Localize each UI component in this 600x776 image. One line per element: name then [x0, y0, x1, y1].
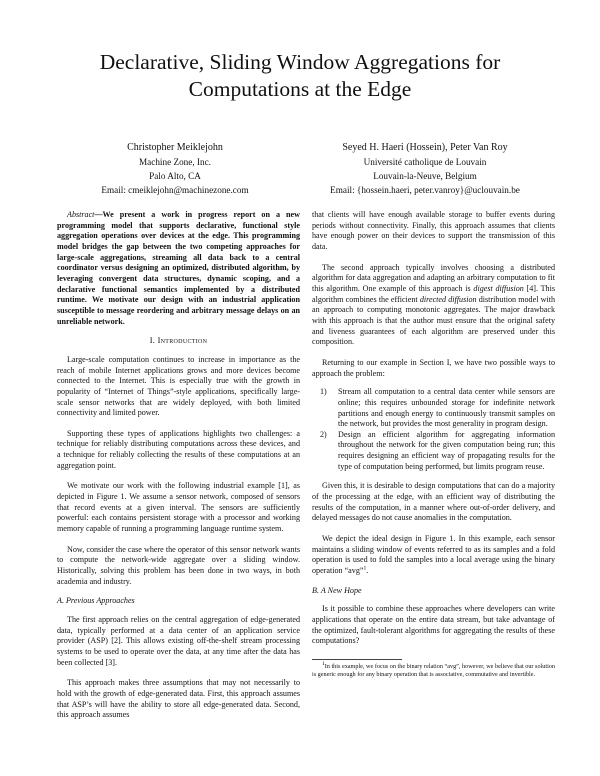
abstract: Abstract—We present a work in progress report on a new programming model that supports declarative, functional style aggregation operations over devices at the edge. This programming model bridges the gap between the two competing approaches for large-scale aggregations, streaming all data back to a central coordinator versus designing an optimized, distributed algorithm, by leveraging convergent data structures, dynamic scoping, and a declarative functional semantics implemented by a distributed runtime. We motivate our design with an industrial application susceptible to message reordering and arbitrary message delays on an unreliable network.: [57, 210, 300, 326]
author-location: Louvain-la-Neuve, Belgium: [373, 171, 477, 181]
subsection-heading-new-hope: B. A New Hope: [312, 585, 362, 595]
right-column: [312, 210, 555, 679]
author-block-2: [310, 140, 540, 197]
author-name: Christopher Meiklejohn: [127, 142, 223, 153]
footnote: $^1$In this example, we focus on the binary relation “avg”, however, we believe that our solution is generic enough for any binary operation that is associative, commutative and invertible.: [312, 660, 555, 678]
paragraph: Returning to our example in Section I, we have two possible ways to approach the problem:: [312, 357, 555, 378]
paragraph: that clients will have enough available storage to buffer events during periods without connectivity. Finally, this approach assumes that clients have enough power on their devices to support the transmission of this data.: [312, 210, 555, 251]
emphasis: directed diffusion: [419, 294, 477, 304]
list-number: 1): [320, 387, 327, 397]
author-location: Palo Alto, CA: [149, 171, 201, 181]
paragraph: The second approach typically involves choosing a distributed algorithm for data aggregation and adapting an arbitrary computation to fit this algorithm. One example of this approach is digest diffusion [4]. This algorithm combines the efficient directed diffusion distribution model with an approach to computing monotonic aggregates. The major drawback with this approach is that the author must ensure that the original safety and liveness guarantees of each algorithm are preserved under this composition.: [312, 262, 555, 347]
footnote-number: 1: [322, 660, 325, 667]
paragraph: Given this, it is desirable to design computations that can do a majority of the processing at the edge, with an efficient way of distributing the results of the computation, in a manner where out-of-order delivery, and delayed messages do not cause anomalies in the computation.: [312, 481, 555, 523]
paragraph: Now, consider the case where the operator of this sensor network wants to compute the network-wide aggregate over a sliding window. Historically, solving this problem has been done in two ways, in both academia and industry.: [57, 544, 300, 586]
list-item: [312, 387, 555, 430]
author-block-1: [60, 140, 290, 197]
author-email: Email: cmeiklejohn@machinezone.com: [101, 185, 249, 195]
footnote-marker: 1: [363, 565, 367, 572]
list-text: Design an efficient algorithm for aggregating information throughout the network for the given computation being run; this requires designing an efficient way of propagating results for the type of computation being performed, but limits program reuse.: [338, 429, 555, 471]
list-number: 2): [320, 429, 327, 439]
list-item: [312, 430, 555, 473]
paragraph: We depict the ideal design in Figure 1. In this example, each sensor maintains a sliding window of events referred to as its samples and a fold operation is used to fold the samples into a local average using the binary operation “avg”$^1$.: [312, 534, 555, 576]
abstract-label: Abstract: [67, 210, 95, 219]
paragraph: The first approach relies on the central aggregation of edge-generated data, typically performed at a data center of an application service provider (ASP) [2]. This allows existing off-the-shelf stream processing systems to be used to operate over the data, at any time after the data has been collected [3].: [57, 615, 300, 667]
abstract-text: We present a work in progress report on a new programming model that supports declarative, functional style aggregation operations over devices at the edge. This programming model bridges the gap between the two competing approaches for large-scale aggregations, streaming all data back to a central coordinator versus designing an optimized, distributed algorithm, by leveraging convergent data structures, dynamic scoping, and a declarative functional semantics implemented by a distributed runtime. We motivate our design with an industrial application susceptible to message reordering and arbitrary message delays on an unreliable network.: [57, 210, 300, 326]
author-name: Seyed H. Haeri (Hossein), Peter Van Roy: [342, 142, 508, 153]
footnote-divider: [312, 659, 402, 660]
left-column: [57, 210, 300, 721]
paper-title: Declarative, Sliding Window Aggregations for Computations at the Edge: [99, 50, 501, 101]
list-text: Stream all computation to a central data center while sensors are online; this requires unbounded storage for indefinite network partitions and enough energy to continuously transmit samples on the network, but provides the most generality in program design.: [338, 387, 555, 429]
author-email: Email: {hossein.haeri, peter.vanroy}@uclouvain.be: [330, 185, 520, 195]
emphasis: digest diffusion: [473, 283, 524, 293]
paragraph: Supporting these types of applications highlights two challenges: a technique for reliably distributing computations across these devices, and a technique for reliably collecting the results of these computations at an aggregation point.: [57, 428, 300, 470]
paragraph: This approach makes three assumptions that may not necessarily to hold with the growth of edge-generated data. First, this approach assumes that ASP’s will have the ability to store all edge-generated data. Second, this approach assumes: [57, 678, 300, 720]
author-affiliation: Machine Zone, Inc.: [139, 157, 211, 167]
paragraph: Is it possible to combine these approaches where developers can write applications that operate on the entire data stream, but take advantage of the optimized, fault-tolerant algorithms for aggregating the results of these computations?: [312, 604, 555, 646]
paragraph: We motivate our work with the following industrial example [1], as depicted in Figure 1. We assume a sensor network, composed of sensors that record events at a given interval. The sensors are sufficiently powerful: each contains persistent storage with a processor and working memory capable of running a programming language runtime system.: [57, 481, 300, 534]
paragraph: Large-scale computation continues to increase in importance as the reach of mobile Internet applications grows and more devices become connected to the Internet. This is especially true with the growth in popularity of “Internet of Things”-style applications, specifically large-scale sensor networks that are widely deployed, with both limited connectivity and limited power.: [57, 354, 300, 418]
approach-list: [312, 387, 555, 472]
author-affiliation: Université catholique de Louvain: [363, 157, 487, 167]
section-heading-introduction: I. Introduction: [149, 336, 208, 346]
subsection-heading-previous-approaches: A. Previous Approaches: [57, 596, 135, 606]
